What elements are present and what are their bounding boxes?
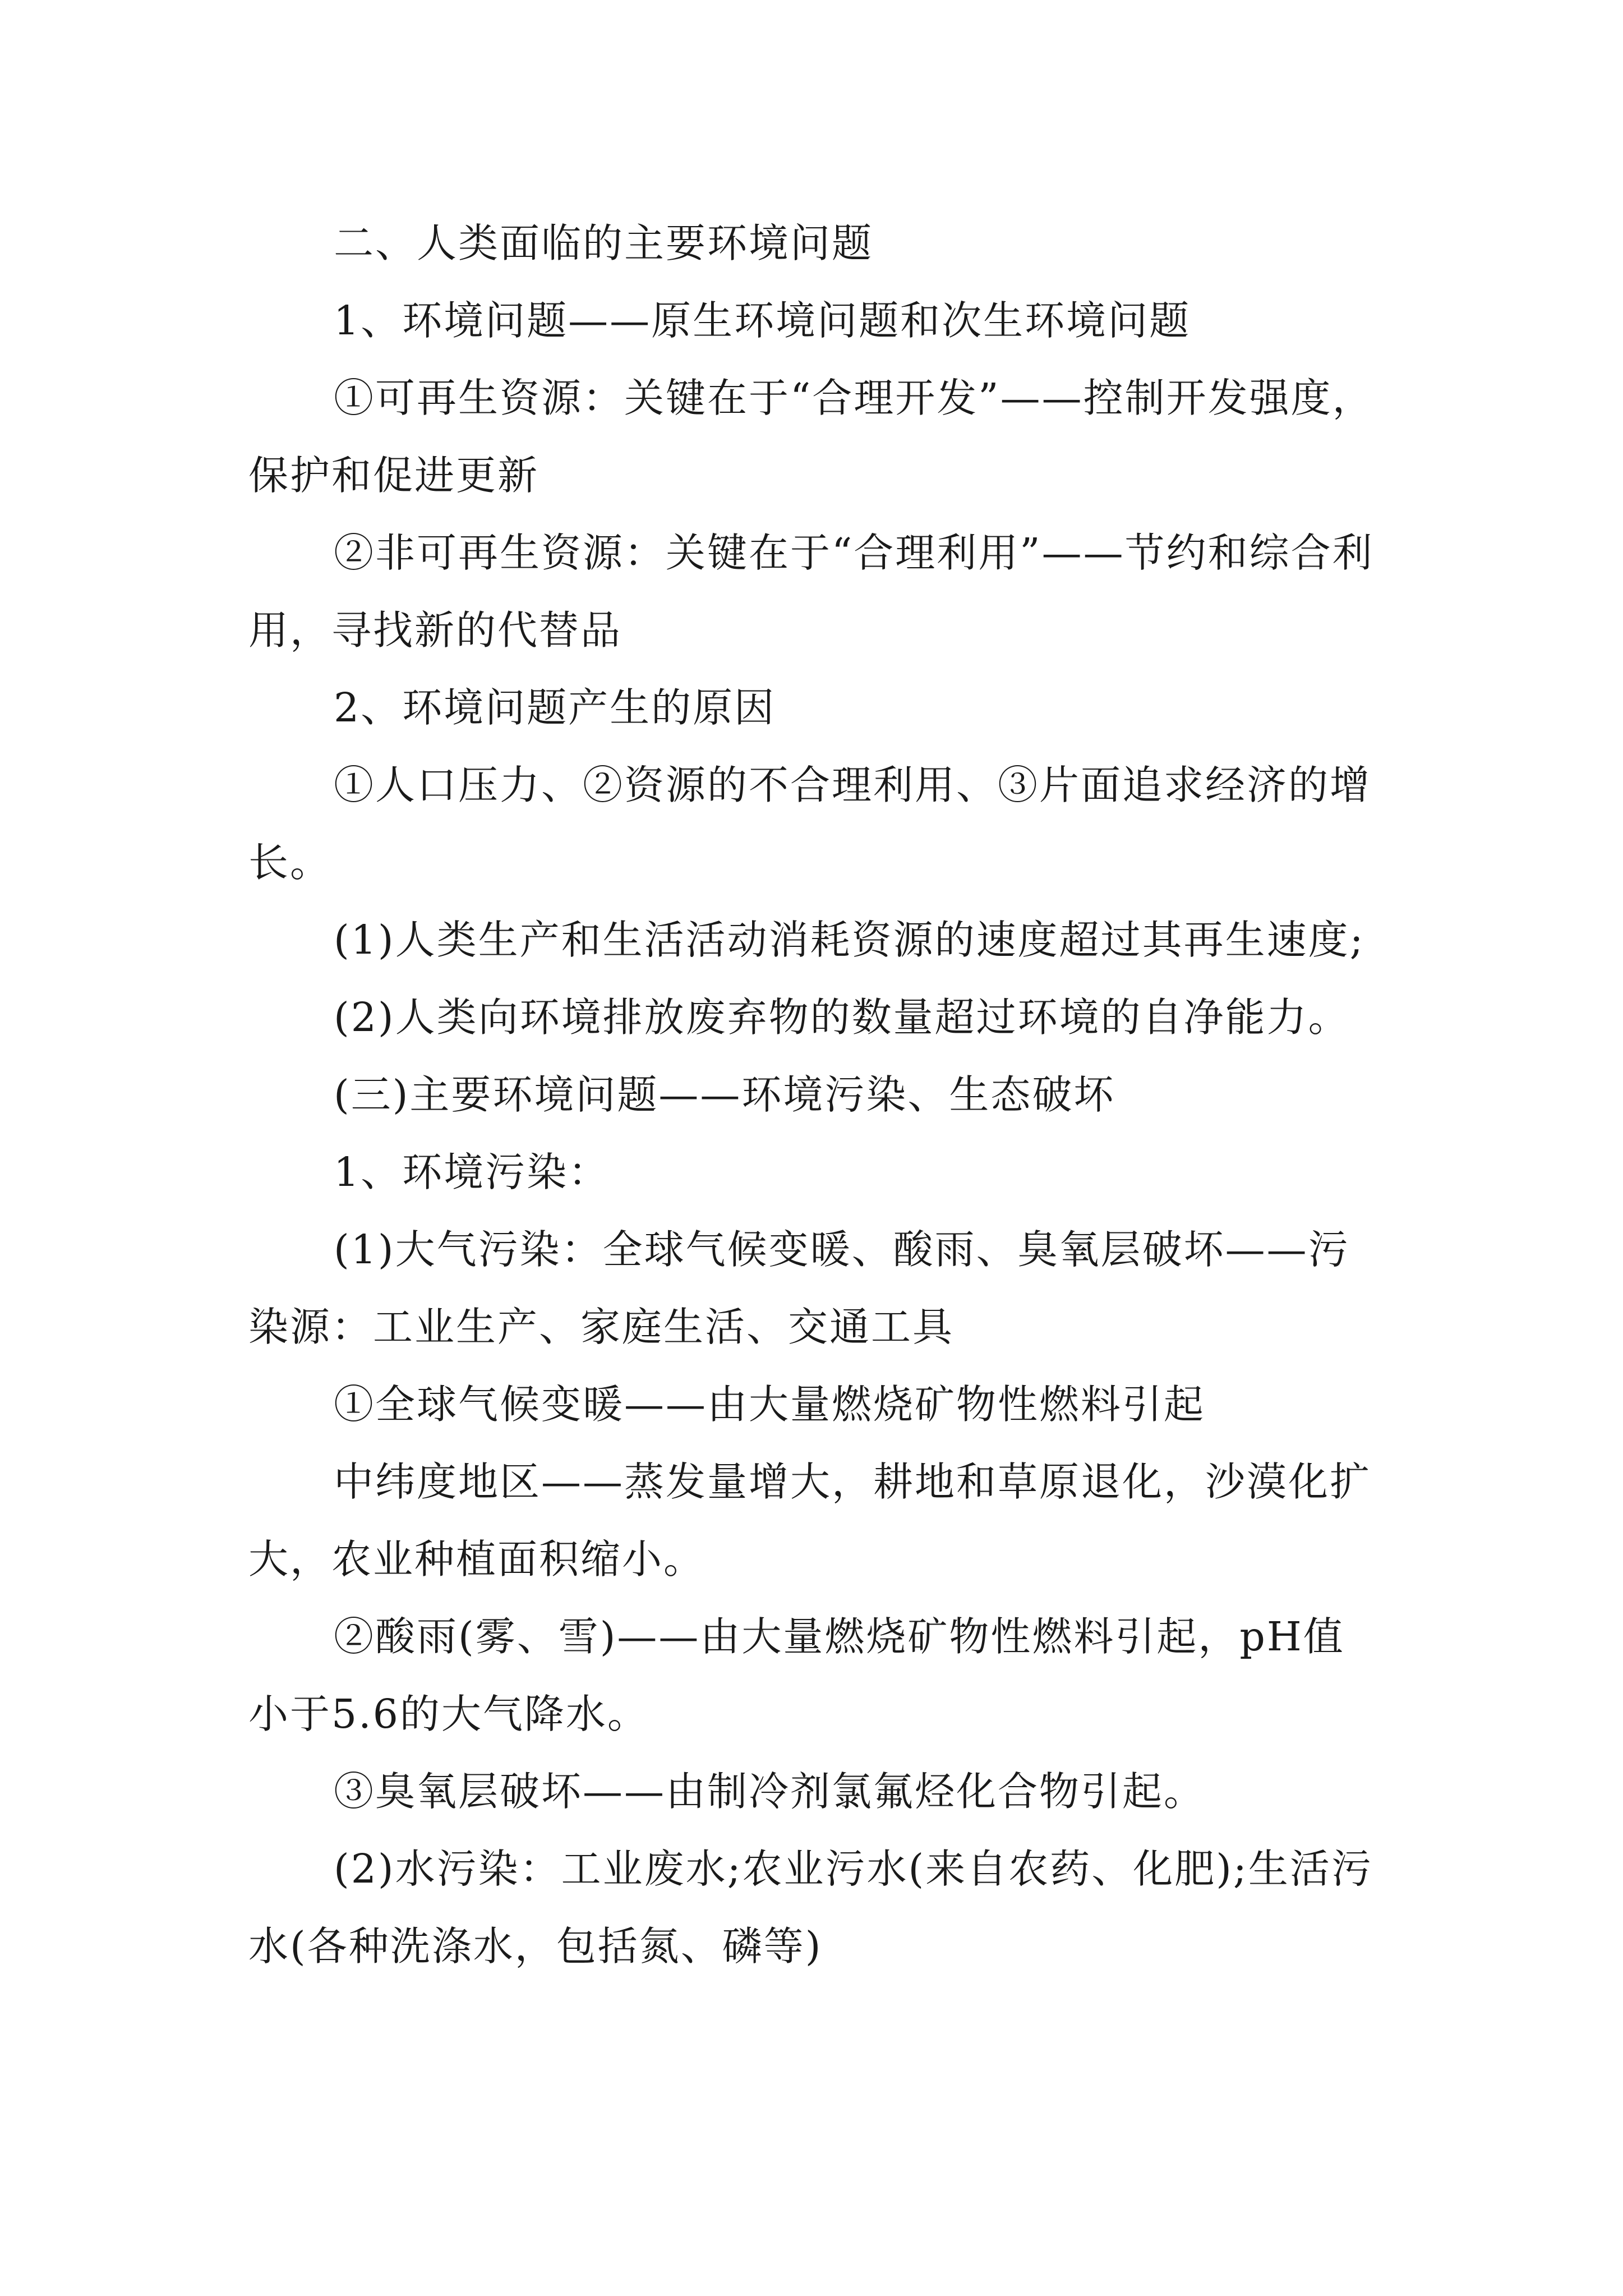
paragraph: (2)人类向环境排放废弃物的数量超过环境的自净能力。	[334, 994, 1350, 1041]
section-heading: (三)主要环境问题——环境污染、生态破坏	[334, 1071, 1115, 1118]
section-heading: 二、人类面临的主要环境问题	[334, 220, 874, 266]
paragraph: 1、环境污染：	[334, 1149, 610, 1195]
paragraph: ①可再生资源：关键在于“合理开发”——控制开发强度，保护和促进更新	[248, 375, 1374, 499]
paragraph: ②非可再生资源：关键在于“合理利用”——节约和综合利用，寻找新的代替品	[248, 530, 1374, 654]
paragraph: 1、环境问题——原生环境问题和次生环境问题	[334, 297, 1191, 344]
paragraph: (1)大气污染：全球气候变暖、酸雨、臭氧层破坏——污染源：工业生产、家庭生活、交通工具	[248, 1226, 1350, 1350]
paragraph: ②酸雨(雾、雪)——由大量燃烧矿物性燃料引起，pH值小于5.6的大气降水。	[248, 1613, 1345, 1737]
document-body	[248, 205, 1378, 1985]
paragraph: ③臭氧层破坏——由制冷剂氯氟烃化合物引起。	[334, 1768, 1206, 1815]
paragraph: 2、环境问题产生的原因	[334, 684, 776, 731]
paragraph: 中纬度地区——蒸发量增大，耕地和草原退化，沙漠化扩大，农业种植面积缩小。	[248, 1458, 1372, 1582]
paragraph: (2)水污染：工业废水;农业污水(来自农药、化肥);生活污水(各种洗涤水，包括氮、磷等)	[248, 1846, 1373, 1970]
paragraph: ①人口压力、②资源的不合理利用、③片面追求经济的增长。	[248, 762, 1372, 886]
paragraph: ①全球气候变暖——由大量燃烧矿物性燃料引起	[334, 1381, 1206, 1428]
paragraph: (1)人类生产和生活活动消耗资源的速度超过其再生速度;	[334, 917, 1365, 963]
